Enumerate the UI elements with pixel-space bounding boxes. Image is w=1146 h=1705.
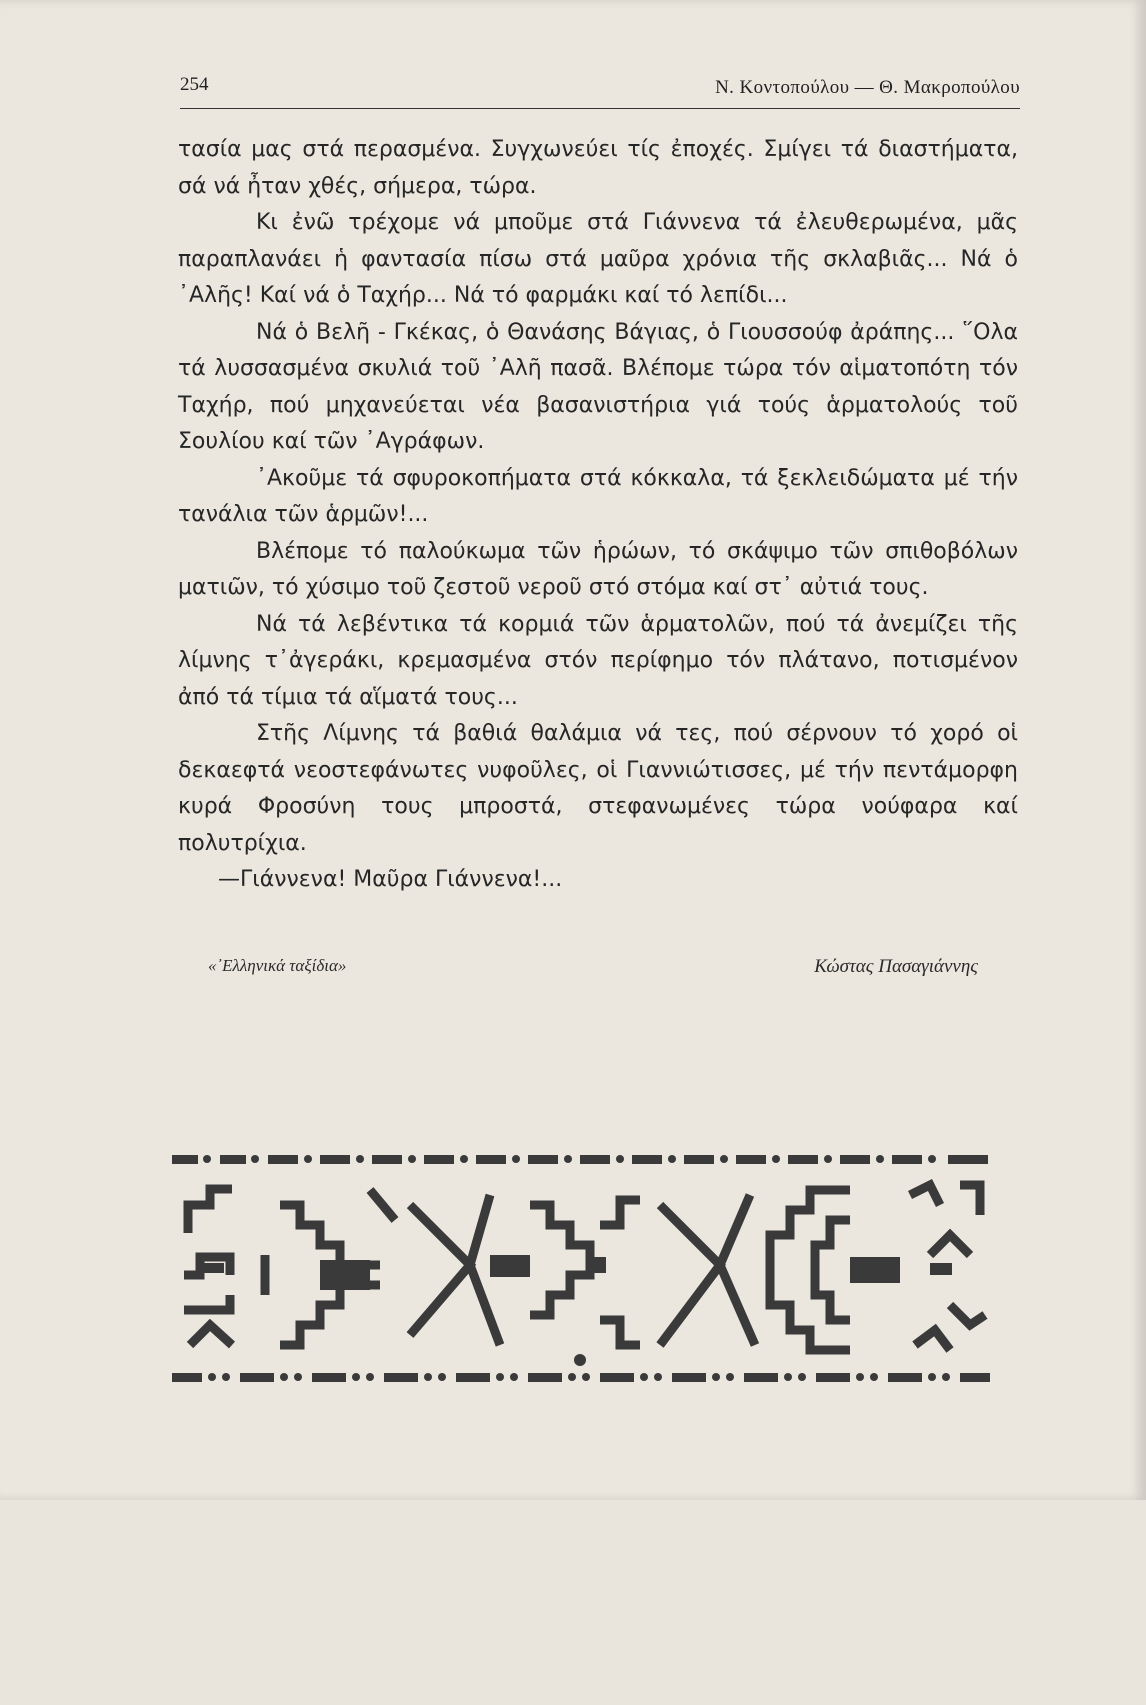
- running-head-authors: Ν. Κοντοπούλου — Θ. Μακροπούλου: [715, 77, 1020, 98]
- paragraph-dialogue: —Γιάννενα! Μαῦρα Γιάννενα!...: [218, 867, 563, 892]
- paragraph: ᾽Ακοῦμε τά σφυροκοπήματα στά κόκκαλα, τά ξεκλειδώματα μέ τήν τανάλια τῶν ἁρμῶν!...: [178, 465, 1018, 527]
- source-citation: «᾿Ελληνικά ταξίδια»: [208, 956, 347, 975]
- article-body: [178, 132, 1018, 899]
- running-header: [180, 74, 1020, 109]
- paragraph: Κι ἐνῶ τρέχομε νά μποῦμε στά Γιάννενα τά ἐλευθερωμένα, μᾶς παραπλανάει ἡ φαντασία πίσω στά μαῦρα χρόνια τῆς σκλαβιᾶς... Νά ὁ ᾽Αλῆς! Καί νά ὁ Ταχήρ... Νά τό φαρμάκι καί τό λεπίδι...: [178, 210, 1018, 308]
- paragraph: Στῆς Λίμνης τά βαθιά θαλάμια νά τες, πού σέρνουν τό χορό οἱ δεκαεφτά νεοστεφάνωτες νυφοῦλες, οἱ Γιαννιώτισσες, μέ τήν πεντάμορφη κυρά Φροσύνη τους μπροστά, στεφανωμένες τώρα νούφαρα καί πολυτρίχια.: [178, 721, 1018, 856]
- paragraph: Βλέπομε τό παλούκωμα τῶν ἡρώων, τό σκάψιμο τῶν σπιθοβόλων ματιῶν, τό χύσιμο τοῦ ζεστοῦ νεροῦ στό στόμα καί στ᾽ αὐτιά τους.: [178, 538, 1018, 600]
- page-number: 254: [180, 74, 209, 95]
- author-signature: Κώστας Πασαγιάννης: [814, 956, 978, 977]
- paragraph: τασία μας στά περασμένα. Συγχωνεύει τίς ἐποχές. Σμίγει τά διαστήματα, σά νά ἦταν χθές, σήμερα, τώρα.: [178, 137, 1018, 199]
- paragraph: Νά ὁ Βελῆ - Γκέκας, ὁ Θανάσης Βάγιας, ὁ Γιουσσούφ ἀράπης... ῞Ολα τά λυσσασμένα σκυλιά τοῦ ᾽Αλῆ πασᾶ. Βλέπομε τώρα τόν αἱματοπότη τόν Ταχήρ, πού μηχανεύεται νέα βασανιστήρια γιά τούς ἁρματολούς τοῦ Σουλίου καί τῶν ᾽Αγράφων.: [178, 319, 1018, 454]
- paragraph: Νά τά λεβέντικα τά κορμιά τῶν ἁρματολῶν, πού τά ἀνεμίζει τῆς λίμνης τ᾽ἀγεράκι, κρεμασμένα στόν περίφημο τόν πλάτανο, ποτισμένον ἀπό τά τίμια τά αἵματά τους...: [178, 611, 1018, 710]
- article-credits: [208, 956, 978, 986]
- embroidery-ornament-icon: [170, 1145, 1000, 1705]
